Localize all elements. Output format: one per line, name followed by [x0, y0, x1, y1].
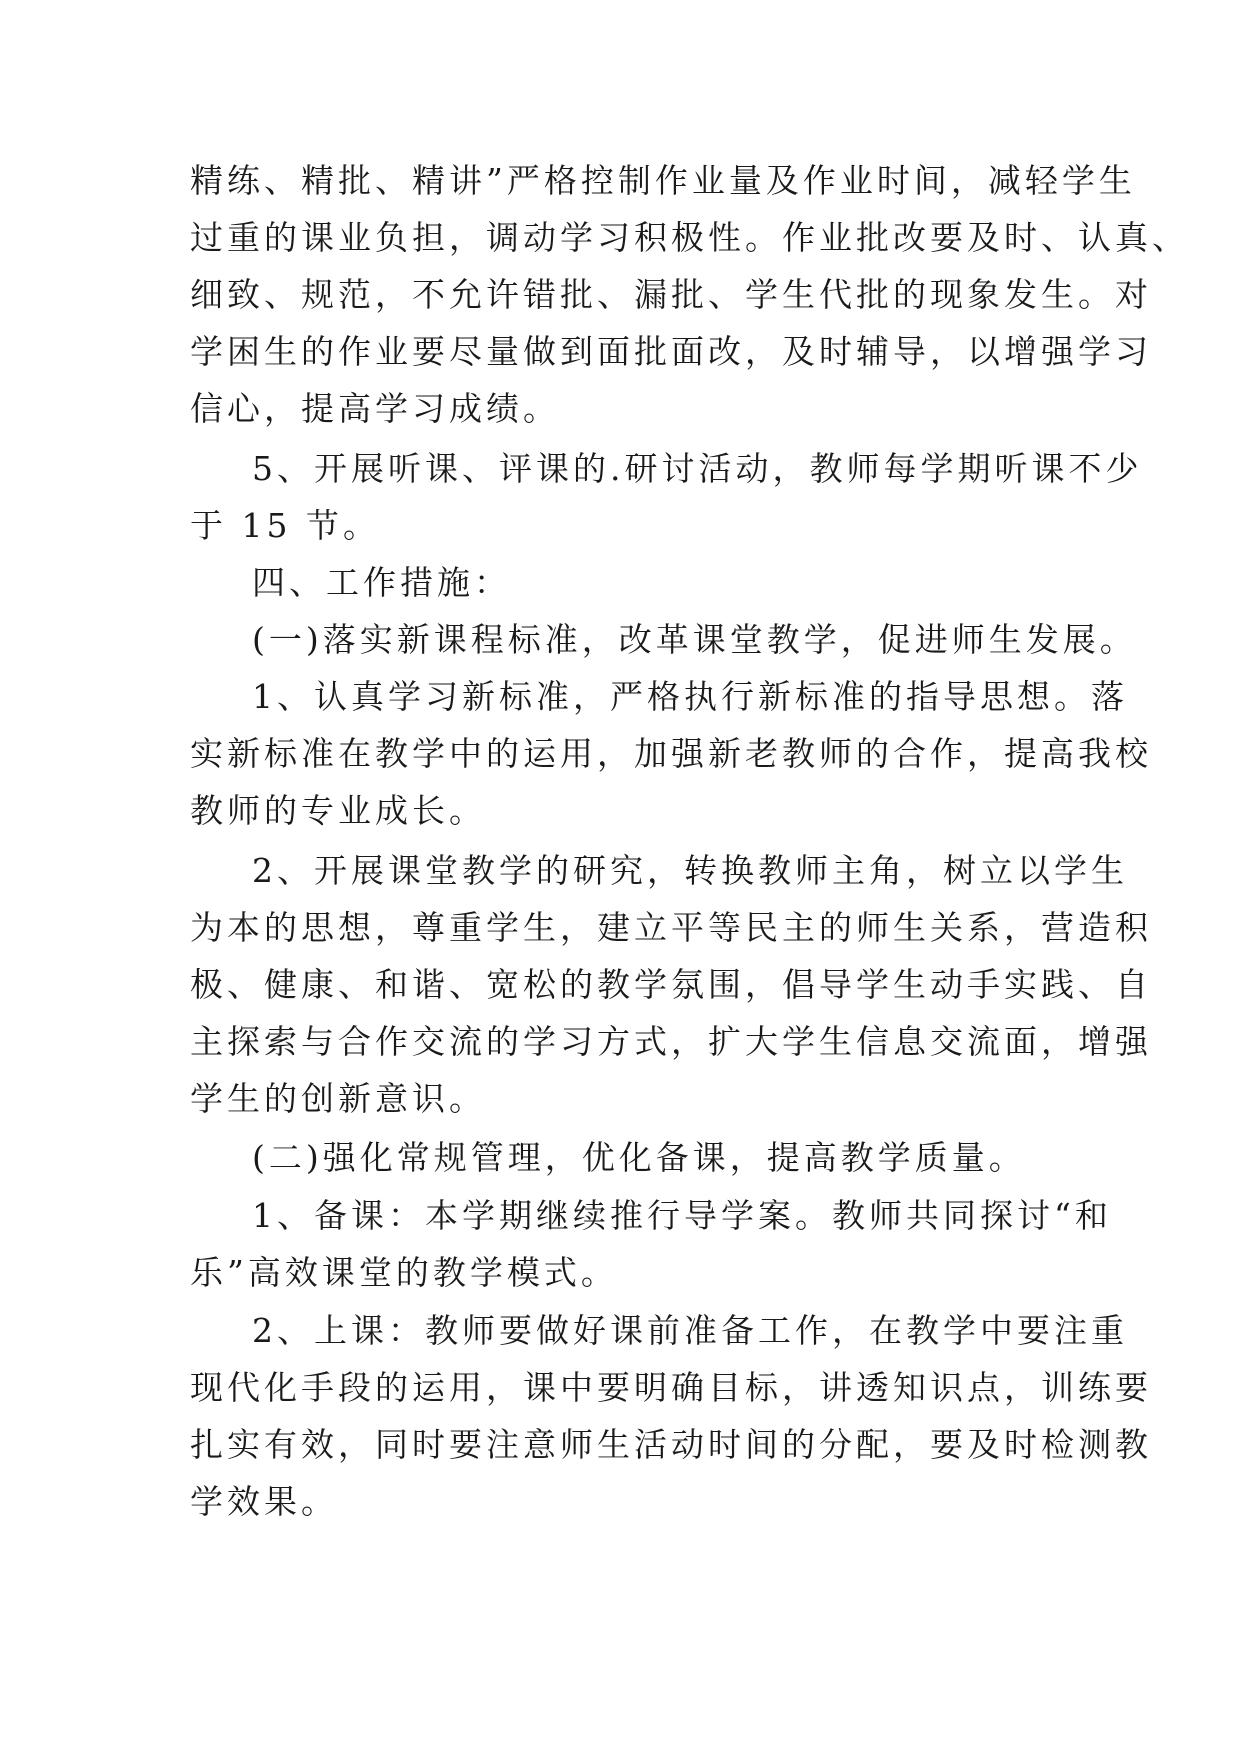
- text-line: 精练、精批、精讲”严格控制作业量及作业时间，减轻学生: [190, 161, 1136, 200]
- text-line: 学生的创新意识。: [190, 1079, 486, 1118]
- text-line: 5、开展听课、评课的.研讨活动，教师每学期听课不少: [252, 449, 1143, 488]
- text-line: 信心，提高学习成绩。: [190, 389, 560, 428]
- text-line: 为本的思想，尊重学生，建立平等民主的师生关系，营造积: [190, 908, 1152, 947]
- text-line: 1、备课：本学期继续推行导学案。教师共同探讨“和: [252, 1196, 1112, 1235]
- text-line: 实新标准在教学中的运用，加强新老教师的合作，提高我校: [190, 734, 1152, 773]
- text-line: 主探索与合作交流的学习方式，扩大学生信息交流面，增强: [190, 1022, 1152, 1061]
- text-line: 2、上课：教师要做好课前准备工作，在教学中要注重: [252, 1311, 1128, 1350]
- text-line: 学效果。: [190, 1482, 338, 1521]
- text-line: 细致、规范，不允许错批、漏批、学生代批的现象发生。对: [190, 275, 1152, 314]
- subsection-heading: (一)落实新课程标准，改革课堂教学，促进师生发展。: [252, 620, 1137, 659]
- text-line: 2、开展课堂教学的研究，转换教师主角，树立以学生: [252, 851, 1128, 890]
- text-line: 极、健康、和谐、宽松的教学氛围，倡导学生动手实践、自: [190, 965, 1152, 1004]
- text-line: 现代化手段的运用，课中要明确目标，讲透知识点，训练要: [190, 1368, 1152, 1407]
- text-line: 扎实有效，同时要注意师生活动时间的分配，要及时检测教: [190, 1425, 1152, 1464]
- text-line: 学困生的作业要尽量做到面批面改，及时辅导，以增强学习: [190, 332, 1152, 371]
- text-line: 于 15 节。: [190, 506, 380, 545]
- text-line: 1、认真学习新标准，严格执行新标准的指导思想。落: [252, 677, 1128, 716]
- text-line: 教师的专业成长。: [190, 791, 486, 830]
- text-line: 过重的课业负担，调动学习积极性。作业批改要及时、认真、: [190, 218, 1189, 257]
- subsection-heading: (二)强化常规管理，优化备课，提高教学质量。: [252, 1138, 1026, 1177]
- text-line: 乐”高效课堂的教学模式。: [190, 1253, 618, 1292]
- section-heading: 四、工作措施：: [252, 563, 511, 602]
